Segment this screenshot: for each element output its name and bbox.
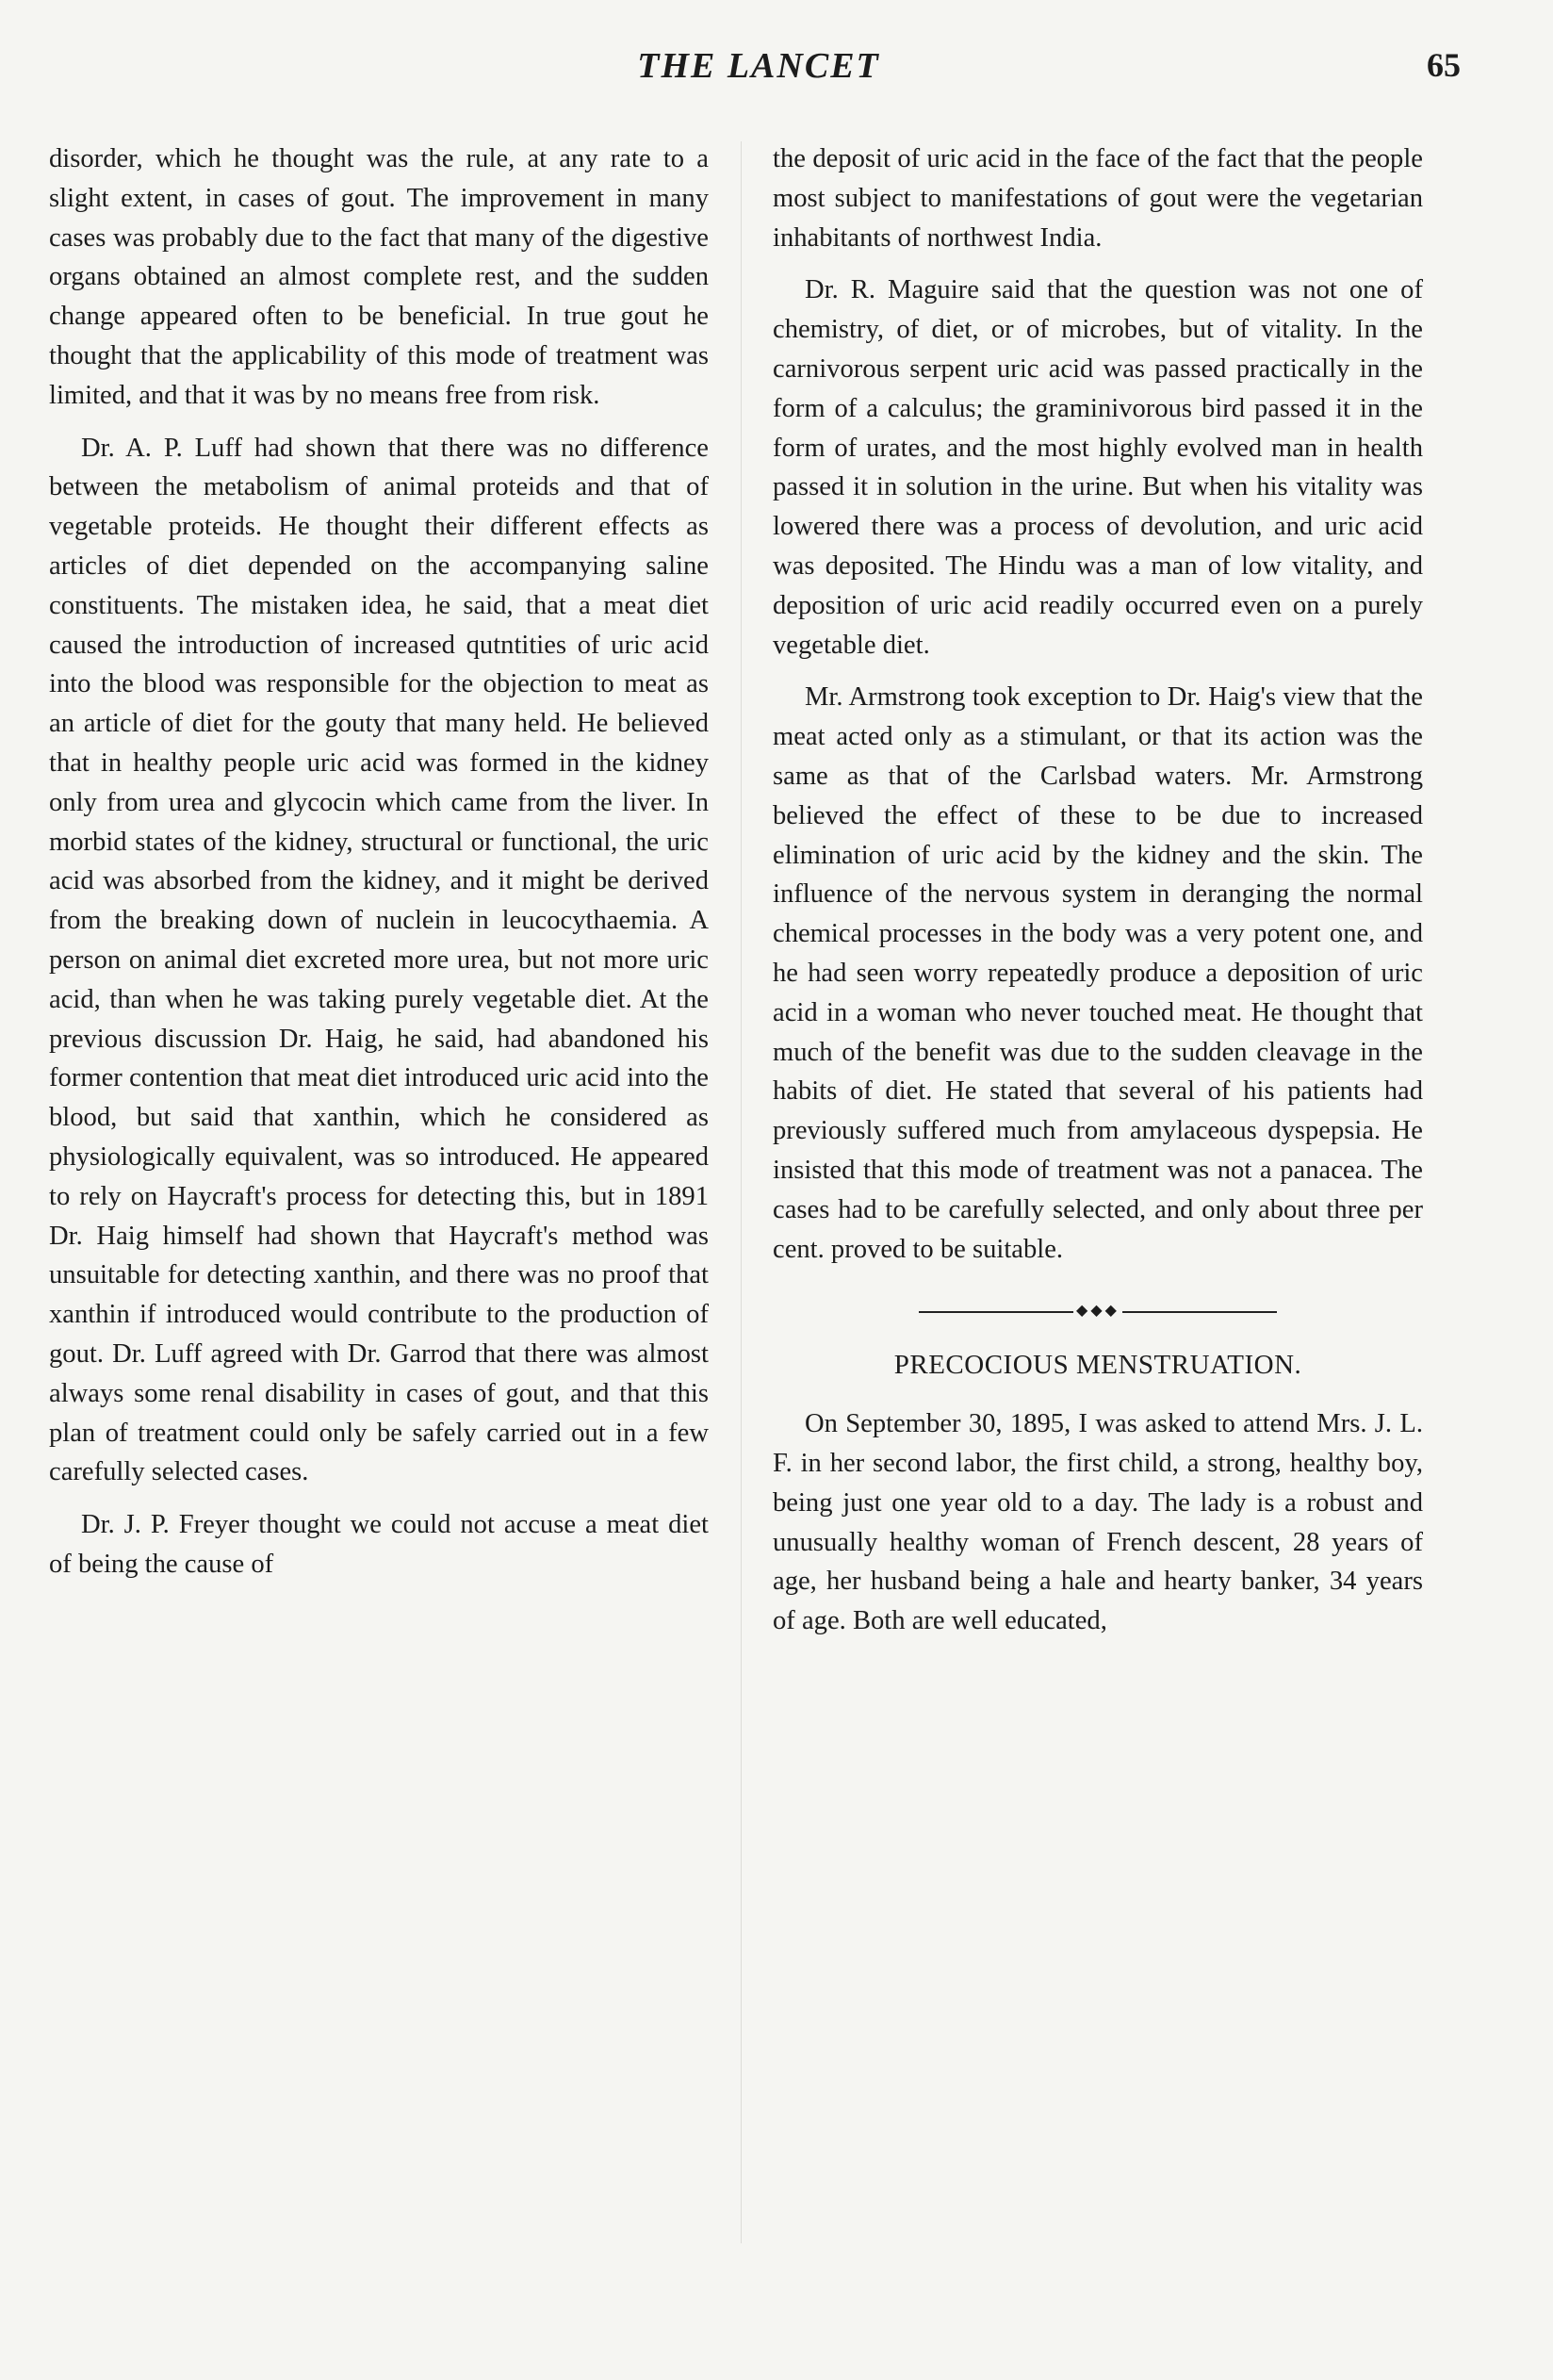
left-column bbox=[49, 140, 709, 1598]
paragraph: disorder, which he thought was the rule, at any rate to a slight extent, in cases of gout. The improvement in many cases was probably due to the fact that many of the digestive organs obtained an almost complete rest, and the sudden change appeared often to be beneficial. In true gout he thought that the applicability of this mode of treatment was limited, and that it was by no means free from risk. bbox=[49, 144, 709, 410]
column-gutter bbox=[741, 141, 742, 2243]
section-divider bbox=[919, 1303, 1277, 1320]
page-number: 65 bbox=[1427, 46, 1461, 84]
right-column bbox=[773, 140, 1423, 1654]
paragraph: Mr. Armstrong took exception to Dr. Haig's view that the meat acted only as a stimulant, or that its action was the same as that of the Carlsbad waters. Mr. Armstrong believed the effect of these to be due to increased elimination of uric acid by the kidney and the skin. The influence of the nervous system in deranging the normal chemical processes in the body was a very potent one, and he had seen worry repeatedly produce a deposition of uric acid in a woman who never touched meat. He thought that much of the benefit was due to the sudden cleavage in the habits of diet. He stated that several of his patients had previously suffered much from amylaceous dyspepsia. He insisted that this mode of treatment was not a panacea. The cases had to be carefully selected, and only about three per cent. proved to be suitable. bbox=[773, 682, 1423, 1264]
paragraph: the deposit of uric acid in the face of the fact that the people most subject to manifestations of gout were the vegetarian inhabitants of northwest India. bbox=[773, 144, 1423, 253]
section-heading: PRECOCIOUS MENSTRUATION. bbox=[893, 1350, 1302, 1381]
divider-ornament-icon: ◆◆◆ bbox=[1073, 1303, 1122, 1320]
paragraph: On September 30, 1895, I was asked to attend Mrs. J. L. F. in her second labor, the first child, a strong, healthy boy, being just one year old to a day. The lady is a robust and unusually healthy woman of French descent, 28 years of age, her husband being a hale and hearty banker, 34 years of age. Both are well educated, bbox=[773, 1409, 1423, 1636]
paragraph: Dr. R. Maguire said that the question was not one of chemistry, of diet, or of microbes, but of vitality. In the carnivorous serpent uric acid was passed practically in the form of a calculus; the graminivorous bird passed it in the form of urates, and the most highly evolved man in health passed it in solution in the urine. But when his vitality was lowered there was a process of devolution, and uric acid was deposited. The Hindu was a man of low vitality, and deposition of uric acid readily occurred even on a purely vegetable diet. bbox=[773, 275, 1423, 660]
paragraph: Dr. J. P. Freyer thought we could not accuse a meat diet of being the cause of bbox=[49, 1510, 709, 1579]
journal-title: THE LANCET bbox=[637, 46, 880, 86]
paragraph: Dr. A. P. Luff had shown that there was no difference between the metabolism of animal proteids and that of vegetable proteids. He thought their different effects as articles of diet depended on the accompanying saline constituents. The mistaken idea, he said, that a meat diet caused the introduction of increased qutntities of uric acid into the blood was responsible for the objection to meat as an article of diet for the gouty that many held. He believed that in healthy people uric acid was formed in the kidney only from urea and glycocin which came from the liver. In morbid states of the kidney, structural or functional, the uric acid was absorbed from the kidney, and it might be derived from the breaking down of nuclein in leucocythaemia. A person on animal diet excreted more urea, but not more uric acid, than when he was taking purely vegetable diet. At the previous discussion Dr. Haig, he said, had abandoned his former contention that meat diet introduced uric acid into the blood, but said that xanthin, which he considered as physiologically equivalent, was so introduced. He appeared to rely on Haycraft's process for detecting this, but in 1891 Dr. Haig himself had shown that Haycraft's method was unsuitable for detecting xanthin, and there was no proof that xanthin if introduced would contribute to the production of gout. Dr. Luff agreed with Dr. Garrod that there was almost always some renal disability in cases of gout, and that this plan of treatment could only be safely carried out in a few carefully selected cases. bbox=[49, 433, 709, 1487]
running-header bbox=[57, 45, 1461, 102]
